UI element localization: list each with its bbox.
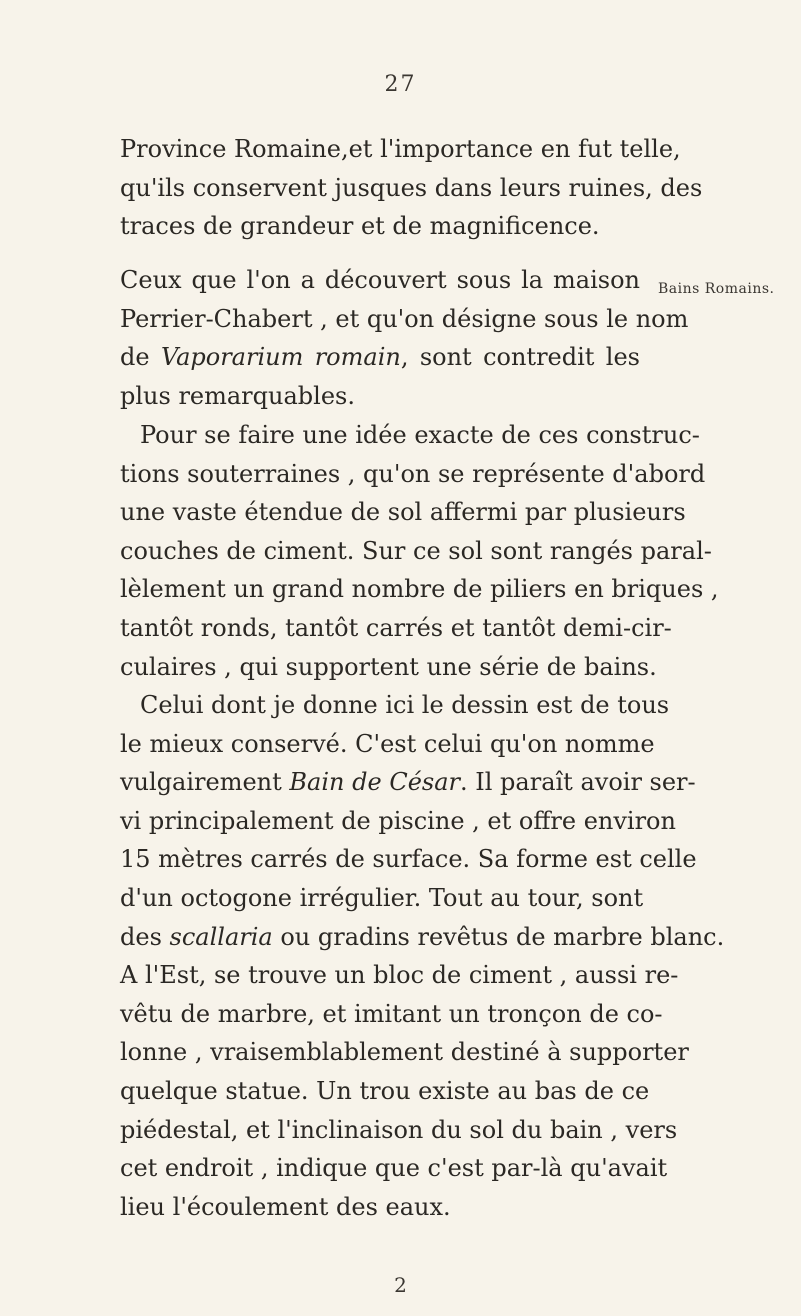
text-line [120,338,640,377]
text-line: couches de ciment. Sur ce sol sont rangés paral- [120,536,712,565]
text-line: tantôt ronds, tantôt carrés et tantôt demi-cir- [120,613,672,642]
text-line: le mieux conservé. C'est celui qu'on nomme [120,729,655,758]
text-line: qu'ils conservent jusques dans leurs ruines, des [120,173,703,202]
text-line: cet endroit , indique que c'est par-là qu'avait [120,1154,668,1183]
text-line: tions souterraines , qu'on se représente d'abord [120,459,706,488]
text-span: , sont contredit les [400,343,640,372]
text-line: lonne , vraisemblablement destiné à supporter [120,1038,689,1067]
text-line: plus remarquables. [120,381,355,410]
text-line: Ceux que l'on a découvert sous la maison [120,266,640,294]
text-line: traces de grandeur et de magnificence. [120,212,600,241]
text-span: de [120,343,150,372]
text-line: lèlement un grand nombre de piliers en briques , [120,575,719,604]
text-line: Province Romaine,et l'importance en fut telle, [120,135,681,163]
text-line: piédestal, et l'inclinaison du sol du bain , vers [120,1115,678,1144]
text-span: des [120,922,162,951]
paragraph-1 [120,130,703,246]
text-line: vêtu de marbre, et imitant un tronçon de co- [120,999,663,1028]
text-line: A l'Est, se trouve un bloc de ciment , aussi re- [120,961,679,990]
text-line: quelque statue. Un trou existe au bas de ce [120,1076,650,1105]
paragraph-4 [120,686,725,1226]
text-line [120,918,725,957]
text-line: Perrier-Chabert , et qu'on désigne sous le nom [120,304,689,333]
italic-term: Bain de César [289,768,460,797]
paragraph-3 [120,416,719,686]
text-line: une vaste étendue de sol affermi par plusieurs [120,498,686,527]
signature-mark: 2 [394,1273,407,1297]
text-span: ou gradins revêtus de marbre blanc. [280,922,725,951]
text-line [120,763,696,802]
text-line: Pour se faire une idée exacte de ces construc- [140,421,700,449]
text-line: d'un octogone irrégulier. Tout au tour, sont [120,883,644,912]
text-line: lieu l'écoulement des eaux. [120,1192,451,1221]
italic-term: Vaporarium romain [160,343,401,372]
paragraph-2 [120,261,689,415]
text-line: 15 mètres carrés de surface. Sa forme est celle [120,845,697,874]
text-span: . Il paraît avoir ser- [460,768,696,797]
text-span: vulgairement [120,768,282,797]
italic-term: scallaria [169,922,273,951]
text-line: Celui dont je donne ici le dessin est de tous [140,691,670,719]
text-line: culaires , qui supportent une série de bains. [120,652,657,681]
text-line: vi principalement de piscine , et offre environ [120,806,676,835]
page-number: 27 [384,72,417,97]
margin-note: Bains Romains. [658,281,775,297]
